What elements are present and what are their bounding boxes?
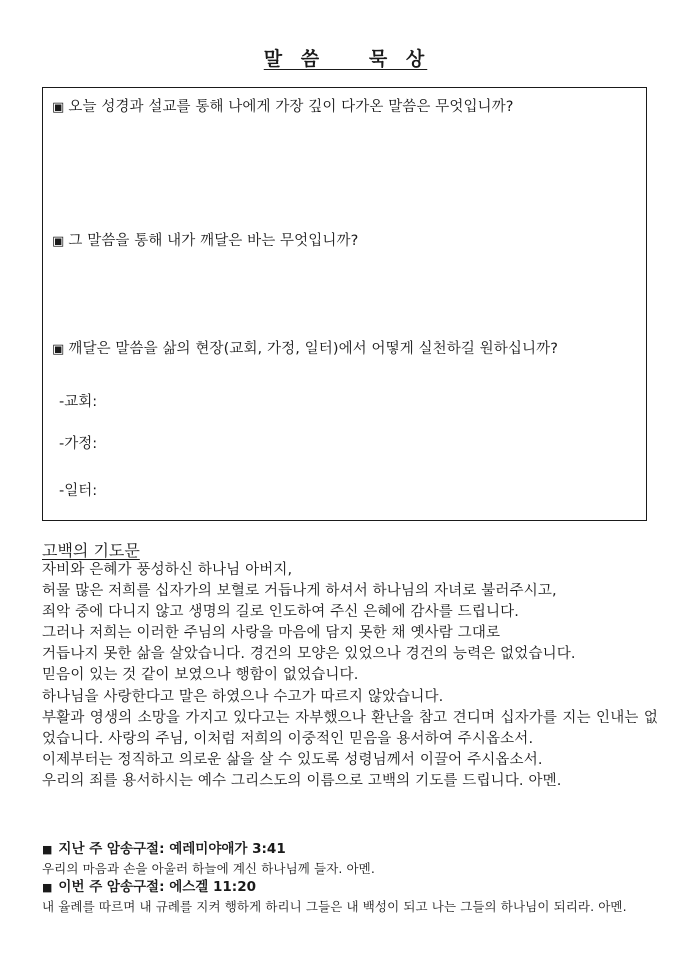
prayer-line: 거듭나지 못한 삶을 살았습니다. 경건의 모양은 있었으나 경건의 능력은 없었습니다. (42, 646, 576, 663)
this-week-verse-label: ■ 이번 주 암송구절: 에스겔 11:20 (42, 879, 256, 895)
question-2: ▣ 그 말씀을 통해 내가 깨달은 바는 무엇입니까? (52, 233, 359, 249)
field-work-label: -일터: (59, 483, 98, 499)
prayer-line: 믿음이 있는 것 같이 보였으나 행함이 없었습니다. (42, 667, 359, 684)
prayer-body (42, 560, 658, 792)
question-1: ▣ 오늘 성경과 설교를 통해 나에게 가장 깊이 다가온 말씀은 무엇입니까? (52, 99, 514, 115)
last-week-verse-label: ■ 지난 주 암송구절: 예레미야애가 3:41 (42, 841, 286, 857)
prayer-line: 이제부터는 정직하고 의로운 삶을 살 수 있도록 성령님께서 이끌어 주시옵소서. (42, 751, 543, 768)
prayer-line: 그러나 저희는 이러한 주님의 사랑을 마음에 담지 못한 채 옛사람 그대로 (42, 625, 501, 642)
prayer-line: 자비와 은혜가 풍성하신 하나님 아버지, (42, 562, 293, 578)
memory-verses (42, 840, 662, 916)
prayer-line: 허물 많은 저희를 십자가의 보혈로 거듭나게 하셔서 하나님의 자녀로 불러주시고, (42, 583, 557, 600)
square-bullet-icon: ▣ (52, 342, 65, 357)
page-title: 말 씀 묵 상 (263, 48, 428, 70)
square-bullet-icon: ▣ (52, 100, 65, 115)
square-bullet-icon: ■ (42, 843, 53, 856)
prayer-line: 하나님을 사랑한다고 말은 하였으나 수고가 따르지 않았습니다. (42, 688, 444, 705)
meditation-box (42, 87, 647, 521)
field-home-label: -가정: (59, 436, 98, 452)
this-week-verse-text: 내 율례를 따르며 내 규례를 지켜 행하게 하리니 그들은 내 백성이 되고 나는 그들의 하나님이 되리라. 아멘. (42, 899, 627, 914)
prayer-title: 고백의 기도문 (42, 541, 140, 560)
prayer-line: 부활과 영생의 소망을 가지고 있다고는 자부했으나 환난을 참고 견디며 십자가를 지는 인내는 없었습니다. 사랑의 주님, 이처럼 저희의 이중적인 믿음을 용서하여 주시옵소서. (42, 709, 658, 747)
square-bullet-icon: ■ (42, 881, 53, 894)
last-week-verse-text: 우리의 마음과 손을 아울러 하늘에 계신 하나님께 들자. 아멘. (42, 861, 375, 876)
field-church-label: -교회: (59, 394, 98, 410)
prayer-line: 우리의 죄를 용서하시는 예수 그리스도의 이름으로 고백의 기도를 드립니다. 아멘. (42, 772, 562, 789)
question-3: ▣ 깨달은 말씀을 삶의 현장(교회, 가정, 일터)에서 어떻게 실천하길 원하십니까? (52, 341, 558, 357)
square-bullet-icon: ▣ (52, 234, 65, 249)
prayer-line: 죄악 중에 다니지 않고 생명의 길로 인도하여 주신 은혜에 감사를 드립니다. (42, 604, 520, 621)
